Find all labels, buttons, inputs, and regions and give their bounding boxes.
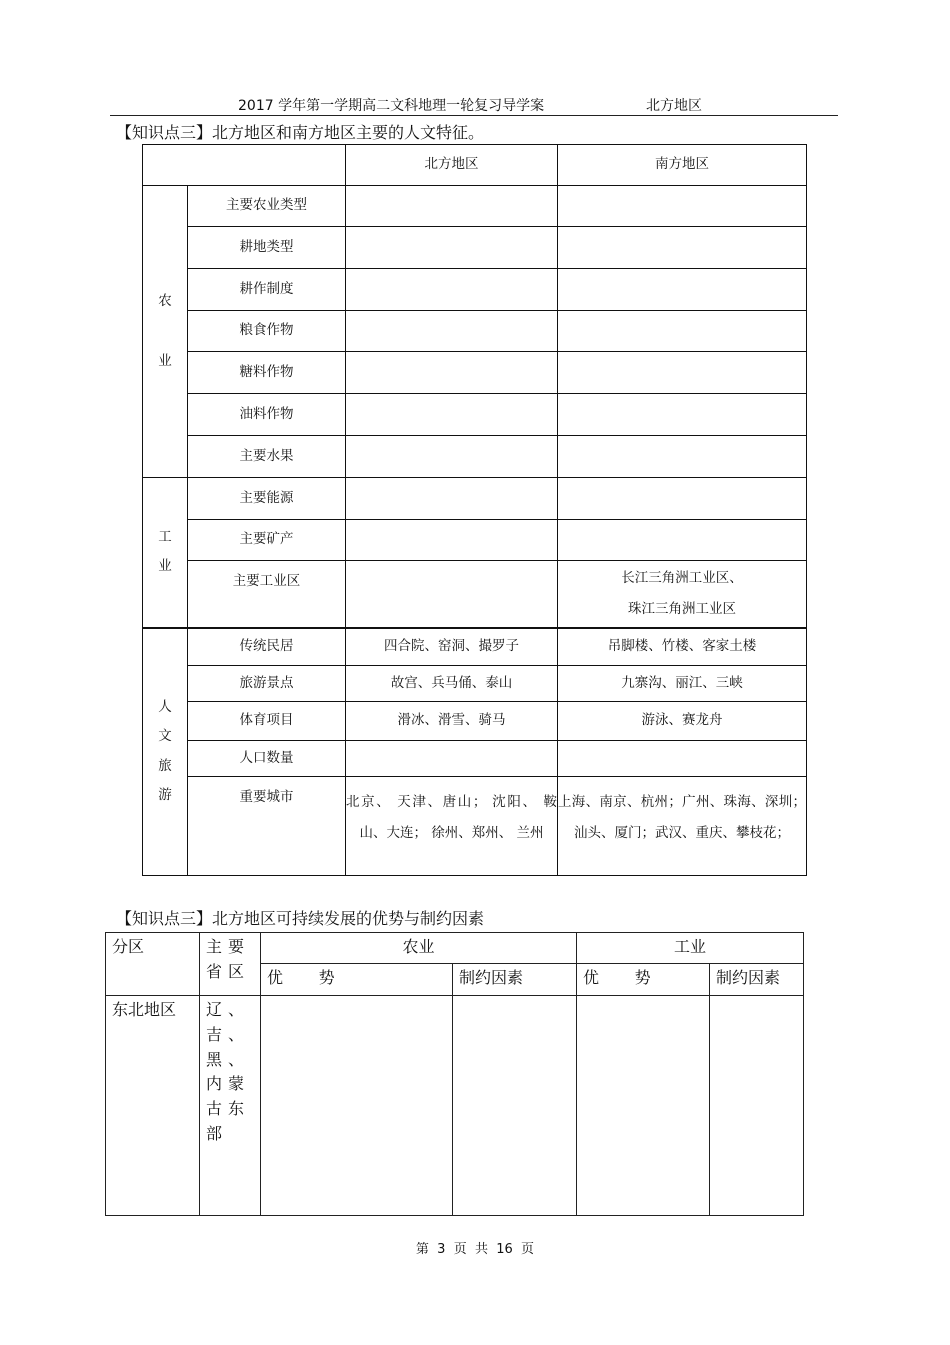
south-cell: [558, 227, 807, 269]
south-cell: [558, 352, 807, 394]
north-cell: [346, 478, 558, 520]
south-cell: [558, 741, 807, 777]
table-row: [143, 311, 807, 352]
col-zone: 分区: [106, 933, 200, 996]
industry-section-label: [143, 478, 188, 628]
industry-constraint-cell: [710, 996, 804, 1216]
south-cell: 九寨沟、丽江、三峡: [558, 666, 807, 702]
south-cell: [558, 478, 807, 520]
table-row: [143, 666, 807, 702]
row-label: 主要水果: [188, 436, 346, 478]
characteristics-table: [142, 144, 807, 876]
south-cell: [558, 269, 807, 311]
row-label: 主要矿产: [188, 520, 346, 561]
table-row: [143, 227, 807, 269]
south-cell: 吊脚楼、竹楼、客家土楼: [558, 628, 807, 666]
north-cell: [346, 394, 558, 436]
agri-label-char: 农: [158, 293, 172, 309]
row-label: 耕地类型: [188, 227, 346, 269]
north-cell: 滑冰、滑雪、骑马: [346, 702, 558, 741]
section2-heading: 【知识点三】北方地区可持续发展的优势与制约因素: [116, 909, 485, 928]
row-label: 油料作物: [188, 394, 346, 436]
col-agri: 农业: [261, 933, 577, 964]
col-north: 北方地区: [346, 145, 558, 186]
culture-section-label: [143, 628, 188, 876]
page-header: [110, 95, 838, 116]
industry-zone-line: 长江三角洲工业区、: [621, 569, 743, 586]
zone-cell: 东北地区: [106, 996, 200, 1216]
row-label: 主要能源: [188, 478, 346, 520]
culture-label-char: 游: [158, 787, 172, 804]
row-label: 人口数量: [188, 741, 346, 777]
table-row: [143, 741, 807, 777]
south-cell: [558, 186, 807, 227]
culture-label-char: 旅: [158, 757, 172, 774]
page-number: 第 3 页 共 16 页: [415, 1242, 535, 1257]
north-cell: [346, 227, 558, 269]
table-row: [143, 628, 807, 666]
table-row: [143, 186, 807, 227]
south-cell: [558, 394, 807, 436]
table-row: [143, 394, 807, 436]
north-cell: [346, 520, 558, 561]
north-cell: [346, 352, 558, 394]
agri-advantage: 优 势: [261, 964, 453, 996]
north-cell: [346, 311, 558, 352]
row-label: 旅游景点: [188, 666, 346, 702]
north-cell: 四合院、窑洞、撮罗子: [346, 628, 558, 666]
industry-label-char: 业: [158, 557, 172, 574]
north-cell: [346, 561, 558, 628]
north-cell: [346, 436, 558, 478]
industry-advantage: 优 势: [577, 964, 710, 996]
table-row: [143, 269, 807, 311]
col-industry: 工业: [577, 933, 804, 964]
col-south: 南方地区: [558, 145, 807, 186]
industry-zone-line: 珠江三角洲工业区: [628, 600, 736, 617]
row-label: 耕作制度: [188, 269, 346, 311]
culture-label-char: 文: [158, 728, 172, 745]
sustainability-table: [105, 932, 804, 1216]
row-label: 传统民居: [188, 628, 346, 666]
north-cell: [346, 186, 558, 227]
table-row: [143, 702, 807, 741]
agri-constraint-cell: [453, 996, 577, 1216]
table-row: [143, 436, 807, 478]
south-industry-zones: [558, 561, 807, 628]
south-cell: [558, 436, 807, 478]
row-label: 重要城市: [188, 777, 346, 876]
table-header-row: [106, 933, 804, 964]
col-provinces: 主要省区: [200, 933, 261, 996]
table-header-row: [143, 145, 807, 186]
south-cities: 上海、南京、杭州；广州、珠海、深圳；汕头、厦门；武汉、重庆、攀枝花；: [558, 777, 807, 876]
table-row: [143, 777, 807, 876]
section1-heading: 【知识点三】北方地区和南方地区主要的人文特征。: [116, 123, 485, 142]
table-row: [143, 520, 807, 561]
provinces-cell: 辽、吉、黑、内蒙古东部: [200, 996, 261, 1216]
table-row: [143, 478, 807, 520]
industry-constraint: 制约因素: [710, 964, 804, 996]
agri-constraint: 制约因素: [453, 964, 577, 996]
row-label: 主要工业区: [188, 561, 346, 628]
row-label: 主要农业类型: [188, 186, 346, 227]
north-cities: 北京、 天津、唐山； 沈阳、 鞍山、大连； 徐州、郑州、 兰州: [346, 777, 558, 876]
header-region: 北方地区: [646, 98, 702, 114]
row-label: 粮食作物: [188, 311, 346, 352]
industry-label-char: 工: [158, 529, 172, 546]
row-label: 体育项目: [188, 702, 346, 741]
table-row: [143, 352, 807, 394]
row-label: 糖料作物: [188, 352, 346, 394]
industry-advantage-cell: [577, 996, 710, 1216]
culture-label-char: 人: [158, 698, 172, 715]
document-title: 2017 学年第一学期高二文科地理一轮复习导学案: [238, 98, 545, 114]
agri-advantage-cell: [261, 996, 453, 1216]
south-cell: [558, 520, 807, 561]
table-row: [143, 561, 807, 628]
header-empty-cell: [143, 145, 346, 186]
north-cell: [346, 269, 558, 311]
north-cell: [346, 741, 558, 777]
north-cell: 故宫、兵马俑、泰山: [346, 666, 558, 702]
table-row: [106, 996, 804, 1216]
agri-section-label: [143, 186, 188, 478]
south-cell: 游泳、赛龙舟: [558, 702, 807, 741]
south-cell: [558, 311, 807, 352]
agri-label-char: 业: [158, 352, 172, 369]
